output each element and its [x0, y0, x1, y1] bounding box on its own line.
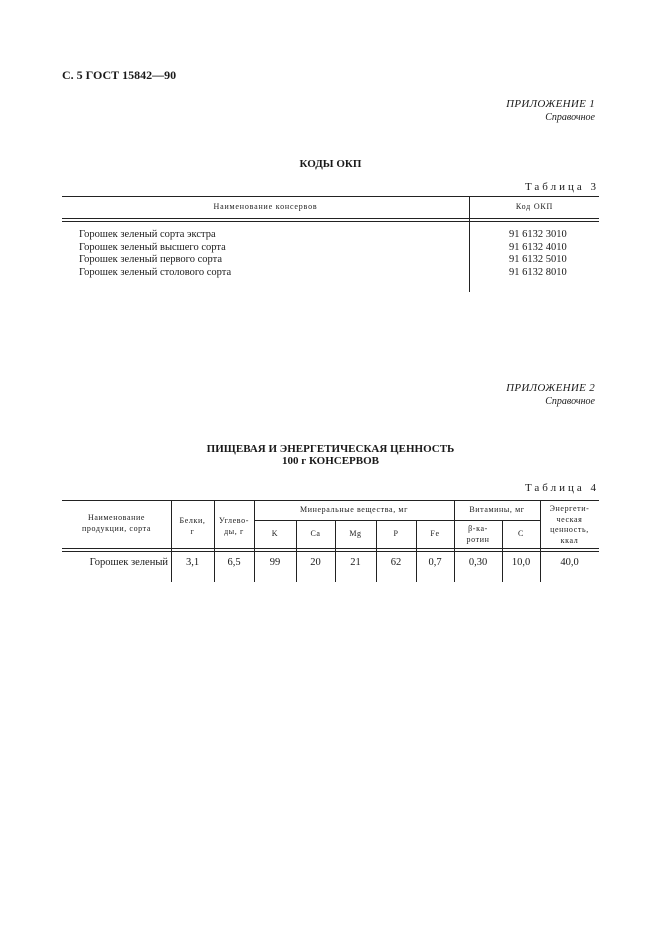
table-row-code: 91 6132 4010 — [509, 241, 567, 253]
header-line: β-ка- — [468, 524, 488, 533]
table-row-ca: 20 — [310, 557, 321, 568]
table-row-name: Горошек зеленый — [89, 557, 168, 568]
table-3-top-rule — [62, 196, 599, 197]
appendix-2-label — [506, 382, 595, 408]
table-3-header-code: Код ОКП — [515, 202, 554, 211]
table-3-header-rule — [62, 218, 599, 219]
header-line: ценность, — [550, 525, 589, 534]
table-4-header-fe: Fe — [430, 529, 440, 538]
table-4-header-name — [62, 513, 171, 534]
table-4-header-beta-carotene — [454, 524, 502, 545]
table-4-number: Таблица 4 — [524, 482, 599, 494]
table-3-names — [79, 229, 231, 279]
table-row-name: Горошек зеленый сорта экстра — [79, 229, 216, 240]
table-4-header-protein — [171, 516, 214, 537]
table-row-code: 91 6132 3010 — [509, 229, 567, 240]
table-3 — [62, 196, 599, 292]
table-row-k: 99 — [269, 557, 281, 568]
table-row-energy: 40,0 — [560, 557, 579, 568]
table-row-code: 91 6132 8010 — [509, 266, 567, 278]
header-line: Наименование — [87, 513, 146, 522]
page-header: С. 5 ГОСТ 15842—90 — [62, 68, 177, 82]
table-row-c: 10,0 — [511, 557, 531, 568]
section-2-title — [0, 443, 661, 467]
table-3-header-name: Наименование консервов — [213, 202, 318, 211]
table-row-beta-carotene: 0,30 — [468, 557, 488, 568]
table-4-header-energy — [540, 504, 599, 546]
table-4-header-rule-2 — [62, 551, 599, 552]
table-4-header-ca: Ca — [310, 529, 321, 538]
table-row-p: 62 — [390, 557, 402, 568]
table-row-carbs: 6,5 — [227, 557, 241, 568]
table-row-protein: 3,1 — [185, 557, 200, 568]
table-4-header-mg: Mg — [349, 529, 362, 538]
table-3-codes — [509, 229, 567, 279]
appendix-1-title: ПРИЛОЖЕНИЕ 1 — [506, 98, 595, 110]
table-4-header-p: P — [393, 529, 399, 538]
table-4-top-rule — [62, 500, 599, 501]
table-row-name: Горошек зеленый первого сорта — [79, 254, 222, 265]
appendix-2-title: ПРИЛОЖЕНИЕ 2 — [506, 382, 595, 394]
header-line: ротин — [466, 534, 490, 544]
appendix-1-label — [506, 98, 595, 124]
table-4 — [62, 500, 599, 582]
header-line: Белки, — [179, 516, 206, 525]
header-line: продукции, сорта — [81, 523, 152, 533]
table-row-name: Горошек зеленый столового сорта — [79, 266, 232, 278]
header-line: г — [190, 526, 195, 536]
section-2-title-line-1: ПИЩЕВАЯ И ЭНЕРГЕТИЧЕСКАЯ ЦЕННОСТЬ — [206, 443, 455, 455]
section-2-title-line-2: 100 г КОНСЕРВОВ — [281, 455, 380, 467]
table-4-divider — [171, 500, 172, 582]
table-row-mg: 21 — [350, 557, 361, 568]
table-4-header-k: K — [271, 529, 279, 538]
table-4-divider — [214, 500, 215, 582]
table-3-header-rule-2 — [62, 221, 599, 222]
header-line: ческая — [556, 514, 583, 524]
header-line: ккал — [560, 535, 579, 545]
table-row-name: Горошек зеленый высшего сорта — [79, 241, 226, 253]
table-4-header-c: C — [518, 529, 524, 538]
section-1-title: КОДЫ ОКП — [299, 158, 362, 170]
table-4-header-rule — [62, 548, 599, 549]
table-row-fe: 0,7 — [428, 557, 442, 568]
table-row-code: 91 6132 5010 — [509, 254, 567, 265]
header-line: Углево- — [219, 516, 249, 525]
header-line: ды, г — [224, 526, 244, 536]
table-4-header-carbs — [214, 516, 254, 537]
appendix-1-kind: Справочное — [545, 112, 595, 123]
header-line: Энергети- — [549, 504, 590, 513]
table-4-header-vitamins: Витамины, мг — [469, 505, 525, 514]
table-3-number: Таблица 3 — [524, 181, 599, 193]
table-4-header-minerals: Минеральные вещества, мг — [300, 505, 408, 514]
appendix-2-kind: Справочное — [545, 396, 595, 407]
